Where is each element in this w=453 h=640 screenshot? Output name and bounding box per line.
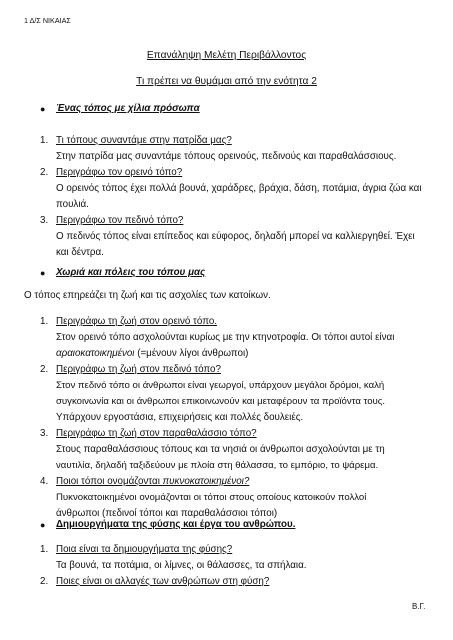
answer-line: Ο πεδινός τόπος είναι επίπεδος και εύφορος, δηλαδή μπορεί να καλλιεργηθεί. Έχει	[56, 231, 415, 242]
bullet-icon: ●	[40, 268, 46, 278]
document-subtitle: Τι πρέπει να θυμάμαι από την ενότητα 2	[136, 76, 317, 87]
answer-line: ναυτιλία, δηλαδή ταξιδεύουν με πλοία στη θάλασσα, το εμπόριο, το ψάρεμα.	[56, 460, 379, 471]
answer-line: συγκοινωνία και οι άνθρωποι επικοινωνούν και μεταφέρουν τα προϊόντα τους.	[56, 396, 386, 407]
question: Ποια είναι τα δημιουργήματα της φύσης?	[56, 544, 233, 555]
question: Περιγράφω τον πεδινό τόπο?	[56, 215, 184, 226]
question	[56, 476, 249, 487]
item-number: 3.	[40, 215, 49, 226]
question: Περιγράφω τη ζωή στον ορεινό τόπο.	[56, 316, 218, 327]
question: Περιγράφω τη ζωή στον πεδινό τόπο?	[56, 364, 221, 375]
bullet-icon: ●	[40, 520, 46, 530]
item-number: 3.	[40, 428, 49, 439]
answer-rest: (=μένουν λίγοι άνθρωποι)	[134, 348, 249, 359]
item-number: 1.	[40, 135, 49, 146]
answer-line: Υπάρχουν εργοστάσια, επιχειρήσεις και πολλές δουλειές.	[56, 412, 304, 423]
question-text: Ποιοι τόποι ονομάζονται	[56, 476, 163, 487]
answer-line: Στην πατρίδα μας συναντάμε τόπους ορεινούς, πεδινούς και παραθαλάσσιους.	[56, 151, 397, 162]
item-number: 2.	[40, 167, 49, 178]
answer-line: Στον πεδινό τόπο οι άνθρωποι είναι γεωργοί, υπάρχουν μεγάλοι δρόμοι, καλή	[56, 380, 385, 391]
school-header: 1 Δ/Σ ΝΙΚΑΙΑΣ	[24, 16, 71, 25]
answer-line: Τα βουνά, τα ποτάμια, οι λίμνες, οι θάλασσες, τα σπήλαια.	[56, 560, 307, 571]
question: Τι τόπους συναντάμε στην πατρίδα μας?	[56, 135, 232, 146]
author-initials: Β.Γ.	[412, 602, 426, 611]
document-title: Επανάληψη Μελέτη Περιβάλλοντος	[146, 50, 307, 61]
item-number: 4.	[40, 476, 49, 487]
italic-term: πυκνοκατοικημένοι?	[162, 476, 250, 487]
question: Περιγράφω τη ζωή στον παραθαλάσσιο τόπο?	[56, 428, 257, 439]
answer-line: Στους παραθαλάσσιους τόπους και τα νησιά οι άνθρωποι ασχολούνται με τη	[56, 444, 385, 455]
answer-line: πουλιά.	[56, 199, 89, 210]
section-heading: Δημιουργήματα της φύσης και έργα του ανθρώπου.	[56, 519, 296, 530]
answer-line: άνθρωποι (πεδινοί τόποι και παραθαλάσσιοι τόποι)	[56, 508, 278, 519]
answer-line: Στον ορεινό τόπο ασχολούνται κυρίως με την κτηνοτροφία. Οι τόποι αυτοί είναι	[56, 332, 395, 343]
question: Περιγράφω τον ορεινό τόπο?	[56, 167, 183, 178]
item-number: 1.	[40, 544, 49, 555]
answer-line: Ο ορεινός τόπος έχει πολλά βουνά, χαράδρες, βράχια, δάση, ποτάμια, άγρια ζώα και	[56, 183, 422, 194]
answer-line	[56, 348, 248, 359]
section-heading: Ένας τόπος με χίλια πρόσωπα	[56, 103, 200, 114]
italic-term: αραιοκατοικημένοι	[56, 348, 135, 359]
section-heading: Χωριά και πόλεις του τόπου μας	[56, 267, 206, 278]
item-number: 2.	[40, 576, 49, 587]
item-number: 2.	[40, 364, 49, 375]
item-number: 1.	[40, 316, 49, 327]
answer-line: Πυκνοκατοικημένοι ονομάζονται οι τόποι στους οποίους κατοικούν πολλοί	[56, 492, 367, 503]
question: Ποιες είναι οι αλλαγές των ανθρώπων στη φύση?	[56, 576, 270, 587]
answer-line: και δέντρα.	[56, 247, 104, 258]
intro-text: Ο τόπος επηρεάζει τη ζωή και τις ασχολίες των κατοίκων.	[24, 290, 271, 301]
bullet-icon: ●	[40, 104, 46, 114]
